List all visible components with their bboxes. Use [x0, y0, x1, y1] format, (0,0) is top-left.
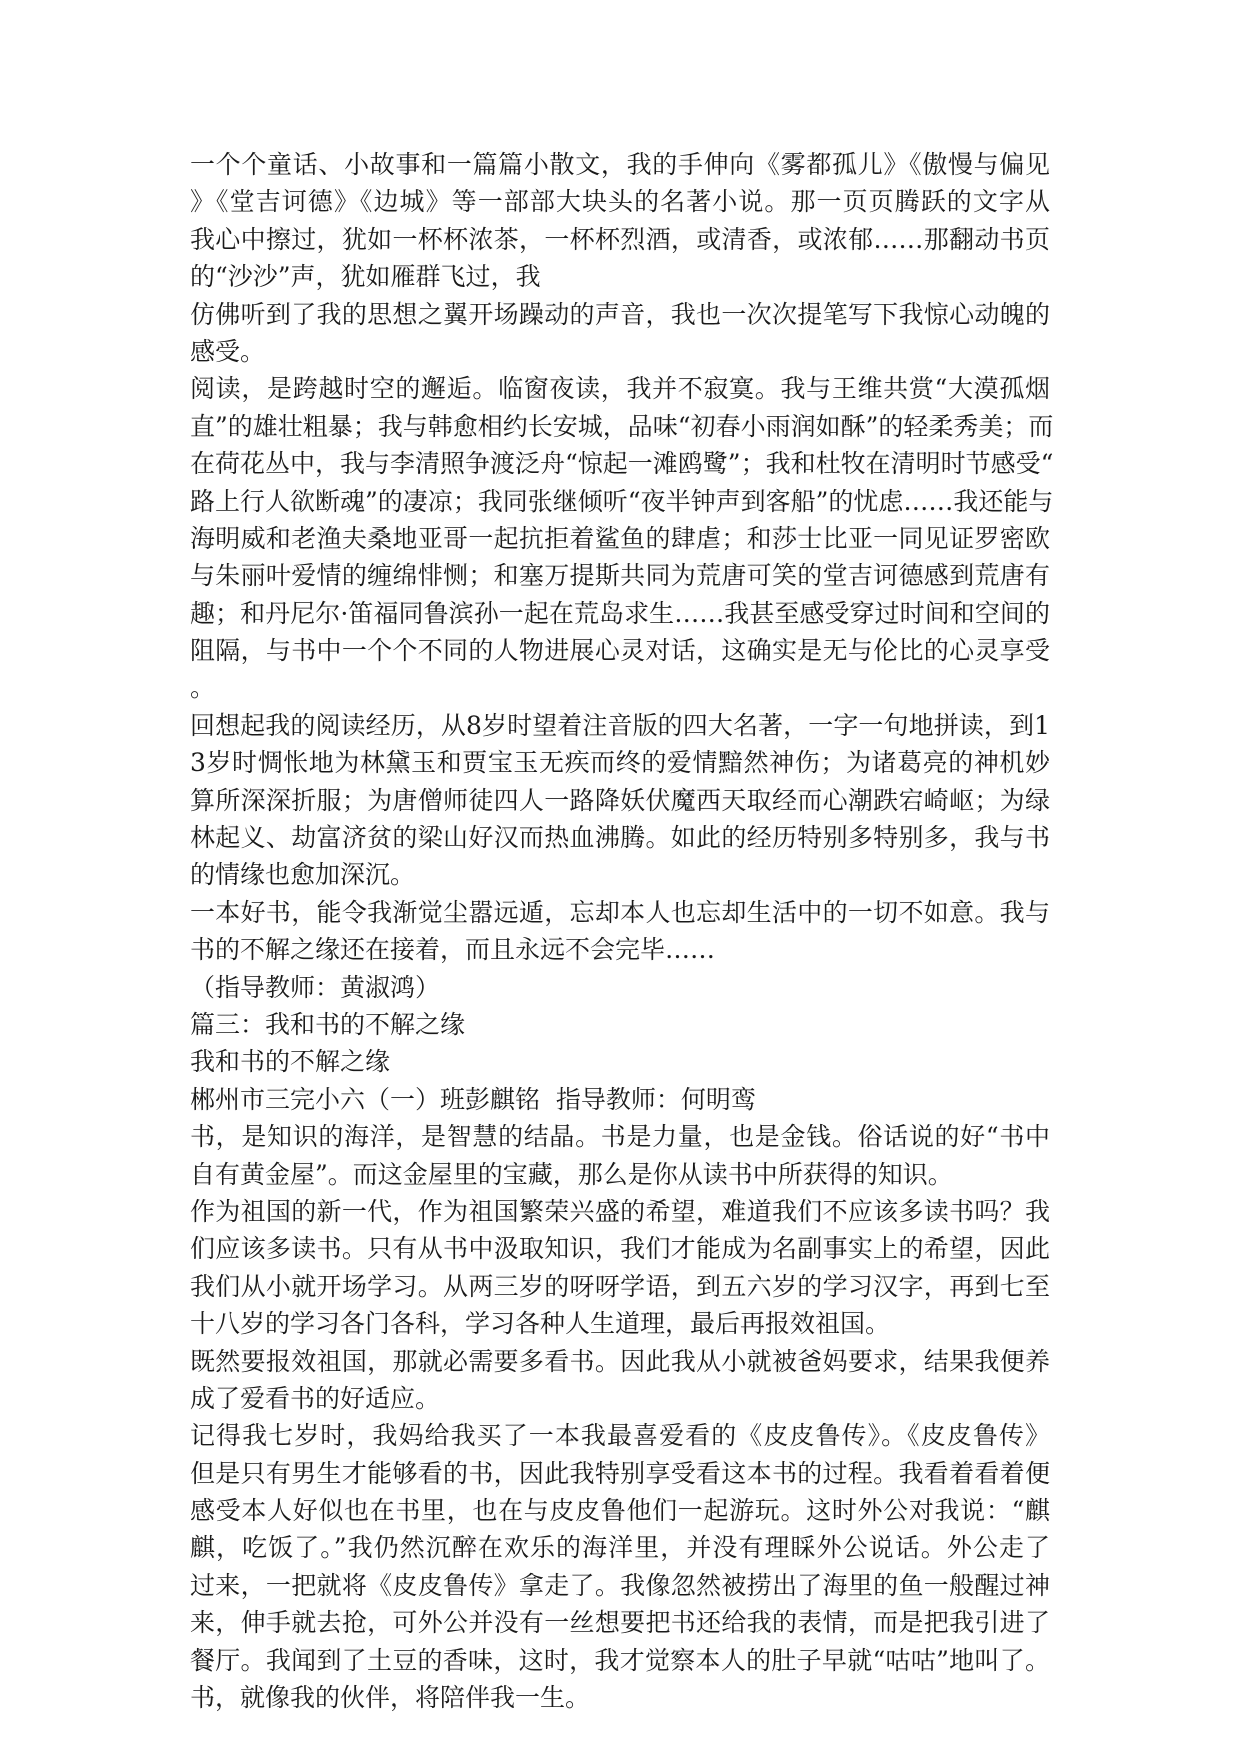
- text-line: 一本好书，能令我渐觉尘嚣远遁，忘却本人也忘却生活中的一切不如意。我与: [190, 897, 1050, 927]
- essay-title: 我和书的不解之缘: [190, 1047, 391, 1077]
- text-line: 我们从小就开场学习。从两三岁的呀呀学语，到五六岁的学习汉字，再到七至: [190, 1271, 1050, 1301]
- text-line: 一个个童话、小故事和一篇篇小散文，我的手伸向《雾都孤儿》《傲慢与偏见: [190, 150, 1050, 179]
- text-line: 阅读，是跨越时空的邂逅。临窗夜读，我并不寂寞。我与王维共赏“大漠孤烟: [190, 374, 1050, 404]
- text-line: 仿佛听到了我的思想之翼开场躁动的声音，我也一次次提笔写下我惊心动魄的: [190, 299, 1050, 329]
- text-line: 海明威和老渔夫桑地亚哥一起抗拒着鲨鱼的肆虐；和莎士比亚一同见证罗密欧: [190, 523, 1050, 553]
- text-line: 来，伸手就去抢，可外公并没有一丝想要把书还给我的表情，而是把我引进了: [190, 1608, 1050, 1638]
- document-body: [190, 146, 1054, 1716]
- text-line: 感受本人好似也在书里，也在与皮皮鲁他们一起游玩。这时外公对我说：“麒: [190, 1496, 1050, 1526]
- text-line: 但是只有男生才能够看的书，因此我特别享受看这本书的过程。我看着看着便: [190, 1458, 1050, 1488]
- text-line: 趣；和丹尼尔·笛福同鲁滨孙一起在荒岛求生……我甚至感受穿过时间和空间的: [190, 598, 1050, 628]
- text-line: 的“沙沙”声，犹如雁群飞过，我: [190, 262, 541, 292]
- text-line: 感受。: [190, 336, 266, 366]
- text-line: 》《堂吉诃德》《边城》等一部部大块头的名著小说。那一页页腾跃的文字从: [190, 187, 1050, 217]
- text-line: 3岁时惆怅地为林黛玉和贾宝玉无疾而终的爱情黯然神伤；为诸葛亮的神机妙: [190, 748, 1050, 778]
- text-line: 书，就像我的伙伴，将陪伴我一生。: [190, 1683, 591, 1713]
- text-line: 的情缘也愈加深沉。: [190, 860, 416, 890]
- text-line: 自有黄金屋”。而这金屋里的宝藏，那么是你从读书中所获得的知识。: [190, 1159, 953, 1189]
- text-line: 书，是知识的海洋，是智慧的结晶。书是力量，也是金钱。俗话说的好“书中: [190, 1122, 1050, 1152]
- text-line: 十八岁的学习各门各科，学习各种人生道理，最后再报效祖国。: [190, 1309, 891, 1339]
- text-line: 林起义、劫富济贫的梁山好汉而热血沸腾。如此的经历特别多特别多，我与书: [190, 823, 1050, 853]
- text-line: 我心中擦过，犹如一杯杯浓茶，一杯杯烈酒，或清香，或浓郁……那翻动书页: [190, 224, 1050, 254]
- text-line: 餐厅。我闻到了土豆的香味，这时，我才觉察本人的肚子早就“咕咕”地叫了。: [190, 1645, 1050, 1675]
- text-line: （指导教师：黄淑鸿）: [190, 972, 441, 1002]
- text-line: 记得我七岁时，我妈给我买了一本我最喜爱看的《皮皮鲁传》。《皮皮鲁传》: [190, 1421, 1050, 1451]
- author-line: 郴州市三完小六（一）班彭麒铭 指导教师：何明鸾: [190, 1084, 756, 1114]
- text-line: 在荷花丛中，我与李清照争渡泛舟“惊起一滩鸥鹭”；我和杜牧在清明时节感受“: [190, 449, 1054, 479]
- text-line: 直”的雄壮粗暴；我与韩愈相约长安城，品味“初春小雨润如酥”的轻柔秀美；而: [190, 411, 1054, 441]
- text-line: 阻隔，与书中一个个不同的人物进展心灵对话，这确实是无与伦比的心灵享受: [190, 636, 1050, 666]
- text-line: 。: [190, 673, 216, 703]
- text-line: 回想起我的阅读经历，从8岁时望着注音版的四大名著，一字一句地拼读，到1: [190, 710, 1050, 740]
- text-line: 过来，一把就将《皮皮鲁传》拿走了。我像忽然被捞出了海里的鱼一般醒过神: [190, 1570, 1050, 1600]
- text-line: 与朱丽叶爱情的缠绵悱恻；和塞万提斯共同为荒唐可笑的堂吉诃德感到荒唐有: [190, 561, 1050, 591]
- text-line: 麒，吃饭了。”我仍然沉醉在欢乐的海洋里，并没有理睬外公说话。外公走了: [190, 1533, 1050, 1563]
- text-line: 路上行人欲断魂”的凄凉；我同张继倾听“夜半钟声到客船”的忧虑……我还能与: [190, 486, 1054, 516]
- text-line: 作为祖国的新一代，作为祖国繁荣兴盛的希望，难道我们不应该多读书吗？我: [190, 1196, 1050, 1226]
- section-heading: 篇三：我和书的不解之缘: [190, 1009, 466, 1039]
- text-line: 成了爱看书的好适应。: [190, 1383, 441, 1413]
- text-line: 书的不解之缘还在接着，而且永远不会完毕……: [190, 935, 716, 965]
- text-line: 们应该多读书。只有从书中汲取知识，我们才能成为名副事实上的希望，因此: [190, 1234, 1050, 1264]
- text-line: 算所深深折服；为唐僧师徒四人一路降妖伏魔西天取经而心潮跌宕崎岖；为绿: [190, 785, 1050, 815]
- text-line: 既然要报效祖国，那就必需要多看书。因此我从小就被爸妈要求，结果我便养: [190, 1346, 1050, 1376]
